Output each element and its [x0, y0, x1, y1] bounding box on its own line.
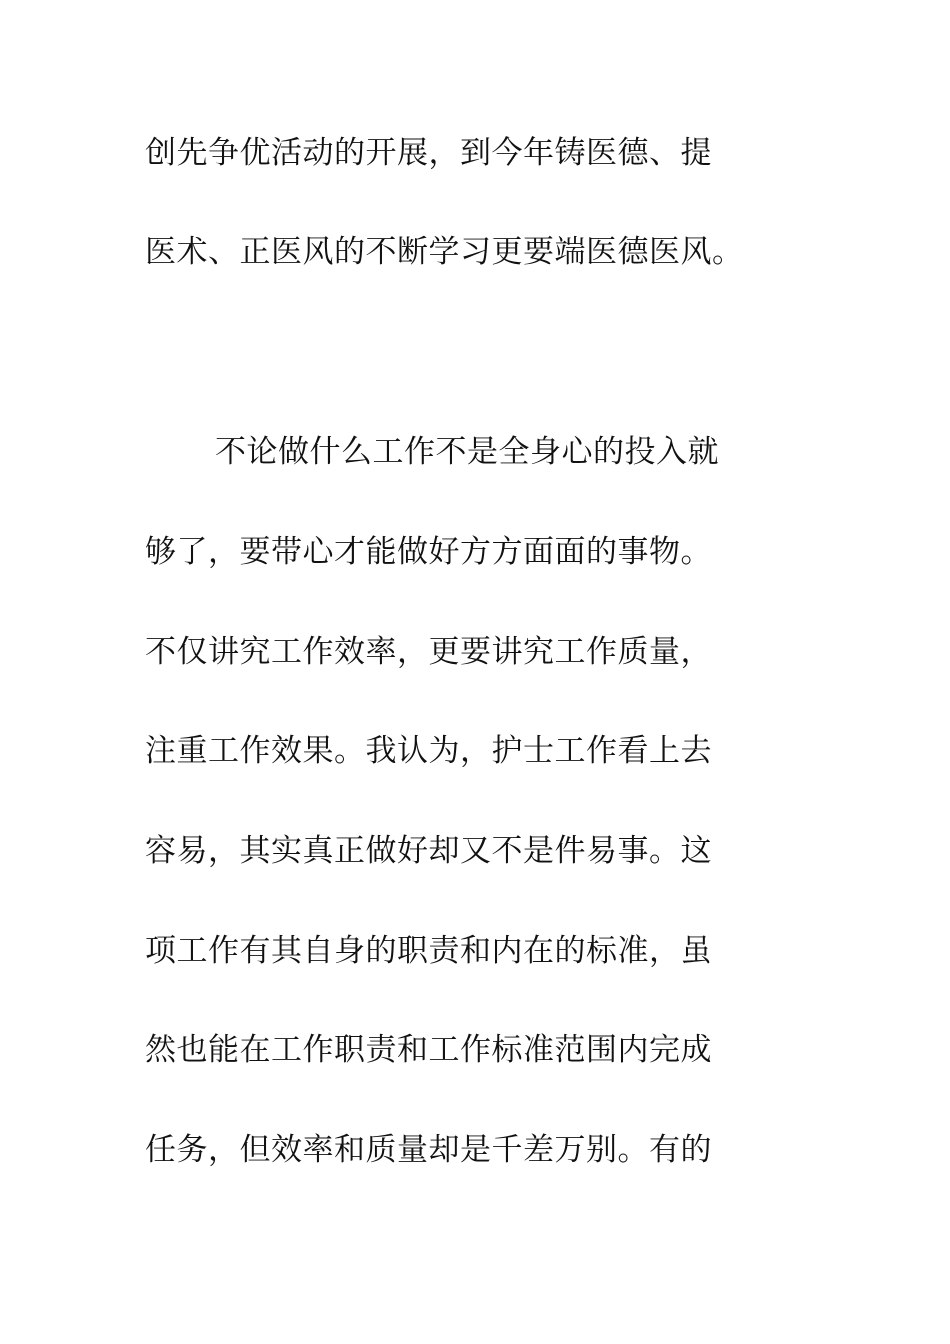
text-line: 注重工作效果。我认为，护士工作看上去 [145, 733, 712, 769]
paragraph-start-line: 不论做什么工作不是全身心的投入就 [215, 434, 719, 470]
text-line: 够了，要带心才能做好方方面面的事物。 [145, 534, 712, 570]
text-line: 创先争优活动的开展，到今年铸医德、提 [145, 135, 712, 171]
text-line: 容易，其实真正做好却又不是件易事。这 [145, 833, 712, 869]
text-line: 不仅讲究工作效率，更要讲究工作质量， [145, 634, 712, 670]
text-line: 医术、正医风的不断学习更要端医德医风。 [145, 234, 744, 270]
text-line: 然也能在工作职责和工作标准范围内完成 [145, 1032, 712, 1068]
text-line: 任务，但效率和质量却是千差万别。有的 [145, 1132, 712, 1168]
text-line: 项工作有其自身的职责和内在的标准，虽 [145, 933, 712, 969]
